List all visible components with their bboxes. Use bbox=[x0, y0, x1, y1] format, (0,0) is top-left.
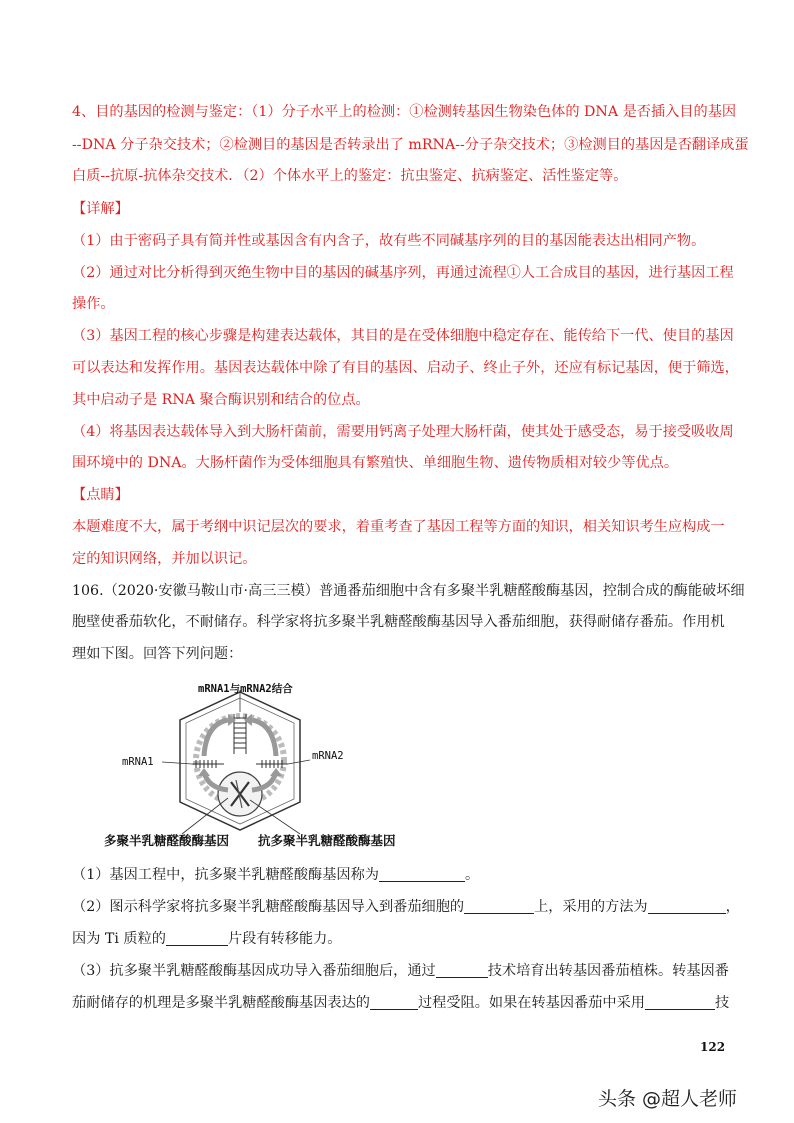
detail-para-2-line-2: 操作。 bbox=[72, 296, 115, 312]
subquestion-3-text-c: 茄耐储存的机理是多聚半乳糖醛酸酶基因表达的 bbox=[72, 995, 370, 1011]
subquestion-3-text-a: （3）抗多聚半乳糖醛酸酶基因成功导入番茄细胞后，通过 bbox=[72, 963, 436, 979]
detail-heading: 【详解】 bbox=[72, 201, 129, 217]
subquestion-1-end: 。 bbox=[464, 867, 480, 883]
answer-blank-2b[interactable] bbox=[648, 897, 726, 914]
subquestion-3-text-d: 过程受阻。如果在转基因番茄中采用 bbox=[417, 995, 645, 1011]
subquestion-1 bbox=[72, 865, 479, 885]
section4-line-3: 白质--抗原-抗体杂交技术．（2）个体水平上的鉴定：抗虫鉴定、抗病鉴定、活性鉴定等。 bbox=[72, 168, 628, 184]
subquestion-3-text-e: 技 bbox=[714, 995, 730, 1011]
answer-blank-3c[interactable] bbox=[645, 993, 715, 1010]
figure-bottom-left-label: 多聚半乳糖醛酸酶基因 bbox=[104, 833, 230, 848]
section4-line-2: --DNA 分子杂交技术；②检测目的基因是否转录出了 mRNA--分子杂交技术；③检测目的基因是否翻译成蛋 bbox=[72, 137, 749, 153]
detail-para-1: （1）由于密码子具有简并性或基因含有内含子，故有些不同碱基序列的目的基因能表达出相同产物。 bbox=[72, 233, 706, 249]
subquestion-3-line-1 bbox=[72, 961, 729, 981]
detail-para-3-line-1: （3）基因工程的核心步骤是构建表达载体，其目的是在受体细胞中稳定存在、能传给下一代、使目的基因 bbox=[72, 328, 734, 344]
question-line-3: 理如下图。回答下列问题： bbox=[72, 646, 243, 662]
figure-left-label: mRNA1 bbox=[122, 756, 154, 768]
detail-para-4-line-1: （4）将基因表达载体导入到大肠杆菌前，需要用钙离子处理大肠杆菌，使其处于感受态，易于接受吸收周 bbox=[72, 424, 734, 440]
detail-para-2-line-1: （2）通过对比分析得到灭绝生物中目的基因的碱基序列，再通过流程①人工合成目的基因，进行基因工程 bbox=[72, 265, 734, 281]
subquestion-1-text: （1）基因工程中，抗多聚半乳糖醛酸酶基因称为 bbox=[72, 867, 379, 883]
question-line-1: 106.（2020·安徽马鞍山市·高三三模）普通番茄细胞中含有多聚半乳糖醛酸酶基因，控制合成的酶能破坏细 bbox=[72, 583, 745, 599]
detail-para-4-line-2: 围环境中的 DNA。大肠杆菌作为受体细胞具有繁殖快、单细胞生物、遗传物质相对较少等优点。 bbox=[72, 455, 679, 471]
subquestion-2-text-d: 因为 Ti 质粒的 bbox=[72, 931, 166, 947]
figure-top-label: mRNA1与mRNA2结合 bbox=[198, 683, 293, 695]
mechanism-figure bbox=[100, 672, 400, 850]
answer-blank-3a[interactable] bbox=[436, 961, 488, 978]
answer-blank-3b[interactable] bbox=[370, 993, 418, 1010]
subquestion-3-line-2 bbox=[72, 993, 729, 1013]
subquestion-2-line-2 bbox=[72, 929, 341, 949]
answer-blank-2a[interactable] bbox=[464, 897, 534, 914]
subquestion-2-text-b: 上，采用的方法为 bbox=[534, 899, 648, 915]
subquestion-2-text-c: ， bbox=[725, 899, 740, 915]
figure-right-label: mRNA2 bbox=[312, 750, 344, 762]
answer-blank-1[interactable] bbox=[379, 865, 465, 882]
watermark: 头条 @超人老师 bbox=[598, 1088, 738, 1110]
subquestion-2-text-a: （2）图示科学家将抗多聚半乳糖醛酸酶基因导入到番茄细胞的 bbox=[72, 899, 465, 915]
detail-para-3-line-2: 可以表达和发挥作用。基因表达载体中除了有目的基因、启动子、终止子外，还应有标记基因，便于筛选， bbox=[72, 360, 739, 376]
tip-line-1: 本题难度不大，属于考纲中识记层次的要求，着重考查了基因工程等方面的知识，相关知识考生应构成一 bbox=[72, 519, 725, 535]
section4-line-1: 4、目的基因的检测与鉴定：（1）分子水平上的检测：①检测转基因生物染色体的 DNA 是否插入目的基因 bbox=[72, 104, 737, 120]
figure-bottom-right-label: 抗多聚半乳糖醛酸酶基因 bbox=[258, 833, 396, 848]
subquestion-2-text-e: 片段有转移能力。 bbox=[227, 931, 342, 947]
tip-line-2: 定的知识网络，并加以识记。 bbox=[72, 551, 257, 567]
question-line-2: 胞壁使番茄软化，不耐储存。科学家将抗多聚半乳糖醛酸酶基因导入番茄细胞，获得耐储存番茄。作用机 bbox=[72, 614, 725, 630]
detail-para-3-line-3: 其中启动子是 RNA 聚合酶识别和结合的位点。 bbox=[72, 392, 370, 408]
subquestion-3-text-b: 技术培育出转基因番茄植株。转基因番 bbox=[487, 963, 729, 979]
tip-heading: 【点睛】 bbox=[72, 487, 129, 503]
answer-blank-2c[interactable] bbox=[166, 929, 228, 946]
page-number: 122 bbox=[700, 1040, 726, 1054]
subquestion-2-line-1 bbox=[72, 897, 740, 917]
